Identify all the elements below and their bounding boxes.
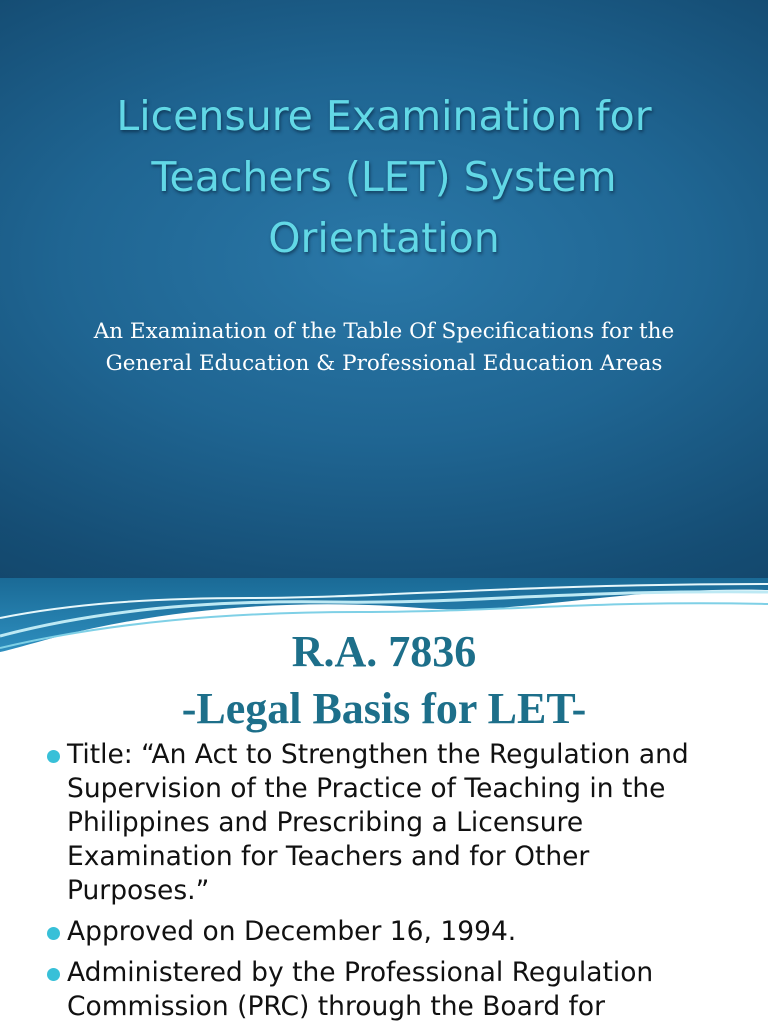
slide-title-line-2: Teachers (LET) System <box>151 153 617 201</box>
legal-basis-slide <box>0 578 768 1024</box>
list-item <box>0 738 768 908</box>
list-item <box>0 915 768 949</box>
slide-subtitle-line-1: An Examination of the Table Of Specifications for the <box>93 319 675 344</box>
list-item <box>0 956 768 1024</box>
list-item-text: Administered by the Professional Regulation Commission (PRC) through the Board for <box>67 957 654 1022</box>
bullet-dot-icon <box>47 750 60 763</box>
list-item-text: Title: “An Act to Strengthen the Regulation and Supervision of the Practice of Teaching in the Philippines and Prescribing a Licensure Examination for Teachers and for Other Purposes.” <box>67 739 689 906</box>
slide-subtitle-line-2: General Education & Professional Education Areas <box>105 351 663 376</box>
slide-subtitle <box>30 316 738 380</box>
bullet-dot-icon <box>47 927 60 940</box>
bullet-dot-icon <box>47 968 60 981</box>
slide-title <box>40 86 728 269</box>
bullet-list <box>0 738 768 1024</box>
slide-heading-line-1: R.A. 7836 <box>291 627 477 676</box>
list-item-text: Approved on December 16, 1994. <box>67 916 517 947</box>
slide-title-line-1: Licensure Examination for <box>116 92 652 140</box>
slide-title-line-3: Orientation <box>268 214 500 262</box>
slide-heading-line-2: -Legal Basis for LET- <box>181 684 587 733</box>
